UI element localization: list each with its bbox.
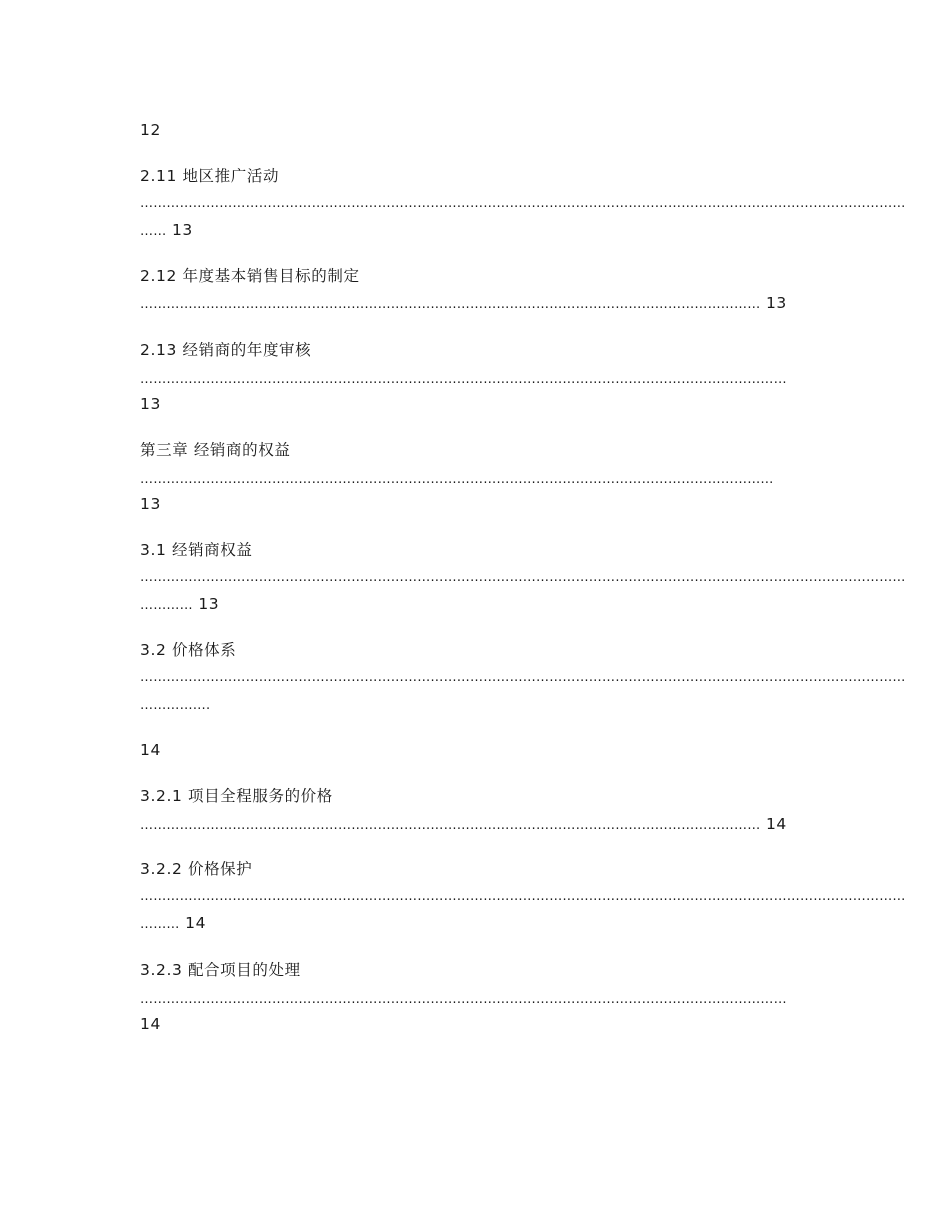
- toc-entry-page-line: [140, 220, 193, 242]
- toc-leader-dots: …………………………………………………………………………………………………………………………………………………………: [140, 196, 906, 211]
- toc-entry-page-line: [140, 814, 787, 836]
- toc-leader: [140, 988, 787, 1010]
- toc-leader-dots: ………………………………………………………………………………………………………………………………: [140, 472, 774, 487]
- toc-entry-title: 3.2.3 配合项目的处理: [140, 961, 301, 979]
- toc-page-number: 12: [140, 121, 161, 139]
- toc-leader: [140, 368, 787, 390]
- toc-entry-page: 14: [185, 914, 207, 932]
- toc-leader: [140, 468, 774, 490]
- toc-entry-page: 13: [765, 294, 787, 312]
- toc-entry-page: 13: [171, 221, 193, 239]
- toc-chapter-title: 第三章 经销商的权益: [140, 441, 291, 459]
- toc-entry-page: 14: [140, 1015, 161, 1033]
- toc-leader-dots: ……………………………………………………………………………………………………………………………: [140, 297, 761, 312]
- toc-entry-page: 13: [140, 395, 161, 413]
- toc-leader-dots: ……………………………………………………………………………………………………………………………: [140, 818, 761, 833]
- toc-entry-title: 3.1 经销商权益: [140, 541, 253, 559]
- toc-leader-dots: …………: [140, 598, 193, 613]
- toc-entry-page-line: [140, 293, 787, 315]
- toc-leader-dots: …………………………………………………………………………………………………………………………………: [140, 992, 787, 1007]
- toc-leader-dots: …………………………………………………………………………………………………………………………………………………………: [140, 889, 906, 904]
- toc-leader-dots: ………: [140, 917, 180, 932]
- toc-leader: [140, 694, 210, 716]
- toc-entry-page-line: [140, 594, 219, 616]
- toc-leader-dots: …………………………………………………………………………………………………………………………………………………………: [140, 570, 906, 585]
- toc-entry-page-line: [140, 913, 206, 935]
- toc-entry-page: 13: [198, 595, 220, 613]
- toc-leader-dots: …………………………………………………………………………………………………………………………………: [140, 372, 787, 387]
- toc-entry-page: 14: [140, 741, 161, 759]
- toc-leader: [140, 194, 906, 214]
- toc-leader-dots: …………………………………………………………………………………………………………………………………………………………: [140, 670, 906, 685]
- toc-entry-title: 3.2 价格体系: [140, 641, 237, 659]
- toc-entry-title: 3.2.2 价格保护: [140, 860, 253, 878]
- toc-entry-page: 13: [140, 495, 161, 513]
- toc-leader: [140, 668, 906, 688]
- toc-leader: [140, 887, 906, 907]
- toc-entry-title: 2.11 地区推广活动: [140, 167, 280, 185]
- toc-entry-title: 3.2.1 项目全程服务的价格: [140, 787, 333, 805]
- toc-leader-dots: …………….: [140, 698, 211, 713]
- toc-leader: [140, 568, 906, 588]
- toc-entry-title: 2.12 年度基本销售目标的制定: [140, 267, 360, 285]
- toc-entry-page: 14: [765, 815, 787, 833]
- toc-entry-title: 2.13 经销商的年度审核: [140, 341, 312, 359]
- toc-leader-dots: ……: [140, 224, 167, 239]
